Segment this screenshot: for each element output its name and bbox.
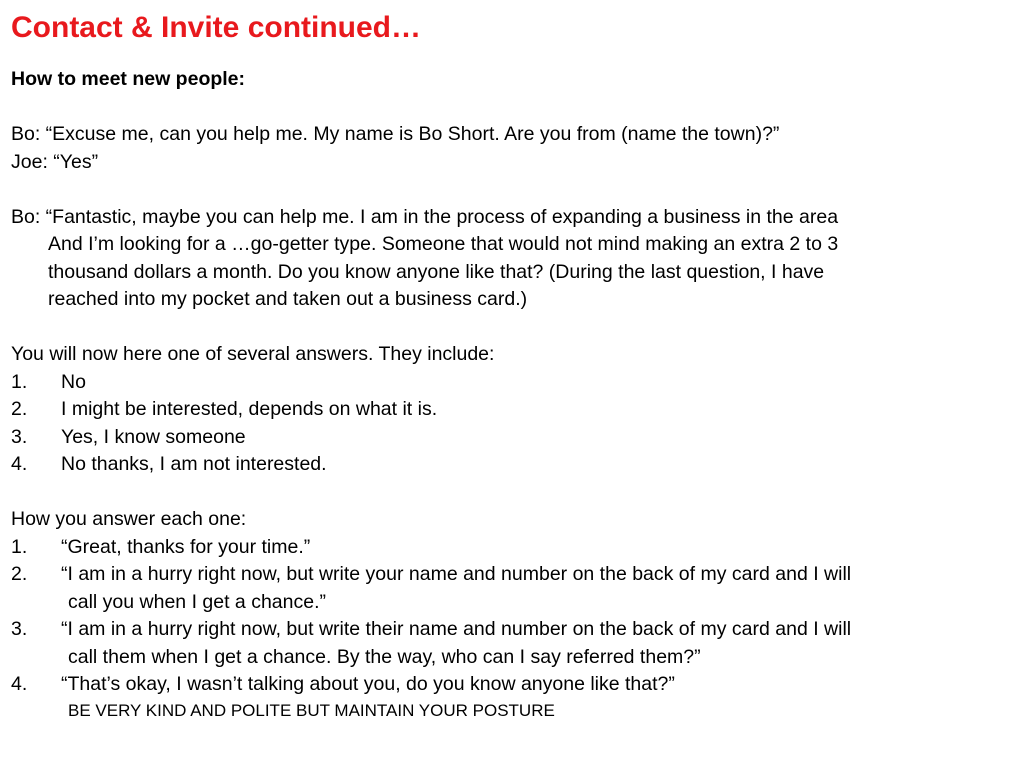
answer-number: 1. <box>11 370 28 393</box>
answer-item <box>11 369 1016 397</box>
spacer <box>11 314 1016 342</box>
responses-intro: How you answer each one: <box>11 508 247 530</box>
response-item <box>11 561 1016 589</box>
paragraph-line: thousand dollars a month. Do you know anyone like that? (During the last question, I have <box>48 260 825 283</box>
paragraph-line: And I’m looking for a …go-getter type. Someone that would not mind making an extra 2 to 3 <box>48 233 839 255</box>
answer-number: 4. <box>11 453 28 475</box>
response-number: 3. <box>11 618 28 640</box>
answer-text: No <box>61 370 86 393</box>
slide-title: Contact & Invite continued… <box>11 11 422 44</box>
response-item <box>11 671 1016 699</box>
response-number: 2. <box>11 563 28 585</box>
answer-number: 2. <box>11 398 28 420</box>
answer-text: No thanks, I am not interested. <box>61 453 327 475</box>
subheading: How to meet new people: <box>11 68 246 90</box>
paragraph-first-line: Bo: “Fantastic, maybe you can help me. I am in the process of expanding a business in the area <box>11 205 839 228</box>
response-text: “I am in a hurry right now, but write their name and number on the back of my card and I will <box>61 618 852 640</box>
response-text: “That’s okay, I wasn’t talking about you, do you know anyone like that?” <box>61 673 675 695</box>
response-number: 1. <box>11 535 28 558</box>
spacer <box>11 94 1016 122</box>
paragraph-line: reached into my pocket and taken out a business card.) <box>48 288 528 310</box>
dialogue-line: Joe: “Yes” <box>11 150 99 173</box>
answer-text: I might be interested, depends on what it is. <box>61 398 438 420</box>
response-continuation: call you when I get a chance.” <box>68 590 326 613</box>
response-item <box>11 534 1016 562</box>
spacer <box>11 176 1016 204</box>
answer-text: Yes, I know someone <box>61 425 246 448</box>
slide-body <box>11 66 1016 723</box>
response-number: 4. <box>11 673 28 695</box>
answer-item <box>11 451 1016 479</box>
dialogue-line: Bo: “Excuse me, can you help me. My name is Bo Short. Are you from (name the town)?” <box>11 123 780 145</box>
posture-note: BE VERY KIND AND POLITE BUT MAINTAIN YOUR POSTURE <box>68 700 555 720</box>
answer-item <box>11 424 1016 452</box>
response-text: “I am in a hurry right now, but write your name and number on the back of my card and I will <box>61 563 852 585</box>
response-text: “Great, thanks for your time.” <box>61 535 311 558</box>
answer-number: 3. <box>11 425 28 448</box>
spacer <box>11 479 1016 507</box>
response-continuation: call them when I get a chance. By the way, who can I say referred them?” <box>68 645 701 668</box>
answers-intro: You will now here one of several answers. They include: <box>11 343 495 365</box>
response-item <box>11 616 1016 644</box>
answer-item <box>11 396 1016 424</box>
